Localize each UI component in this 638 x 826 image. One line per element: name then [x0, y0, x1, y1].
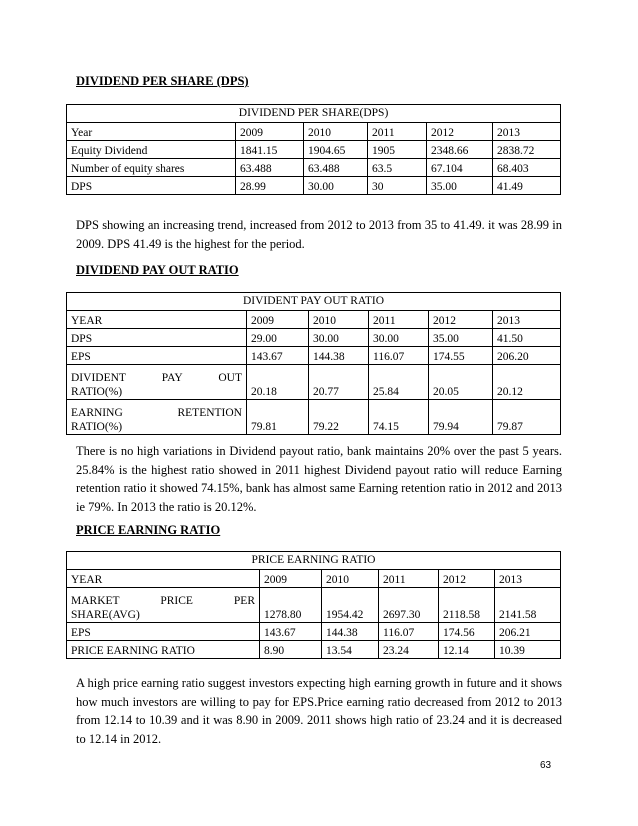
table-cell: 2838.72: [493, 141, 561, 159]
table-cell: 13.54: [322, 641, 379, 659]
pe-paragraph: A high price earning ratio suggest investors expecting high earning growth in future and it shows how much investors are willing to pay for EPS.Price earning ratio decreased from 2012 to 2013 from 12.14 to 10.39 and it was 8.90 in 2009. 2011 shows high ratio of 23.24 and it is decreased to 12.14 in 2012.: [76, 676, 562, 746]
table-cell: 30.00: [369, 329, 429, 347]
table-cell: 67.104: [427, 159, 493, 177]
table-cell: [67, 365, 247, 400]
table-cell: 2348.66: [427, 141, 493, 159]
row-label-line: DIVIDENT PAY OUT: [71, 372, 242, 384]
table-row: [67, 400, 561, 435]
row-label-line: SHARE(AVG): [71, 609, 140, 621]
dps-paragraph: DPS showing an increasing trend, increased from 2012 to 2013 from 35 to 41.49. it was 28.99 in 2009. DPS 41.49 is the highest for the period.: [76, 218, 562, 251]
table-cell: 206.20: [493, 347, 561, 365]
table-row: [67, 177, 561, 195]
table-cell: 41.49: [493, 177, 561, 195]
table-header-cell: 2012: [439, 570, 495, 588]
table-header-cell: 2012: [427, 123, 493, 141]
dps-heading: DIVIDEND PER SHARE (DPS): [76, 74, 249, 88]
table-header-cell: 2012: [429, 311, 493, 329]
table-header-cell: 2009: [236, 123, 304, 141]
table-row: [67, 623, 561, 641]
table-cell: 144.38: [309, 347, 369, 365]
table-cell: 206.21: [495, 623, 561, 641]
pe-table-header: [67, 570, 561, 588]
table-cell: 20.77: [309, 365, 369, 400]
table-header-cell: 2013: [495, 570, 561, 588]
table-cell: 28.99: [236, 177, 304, 195]
table-cell: 63.488: [304, 159, 368, 177]
row-label-line: RATIO(%): [71, 421, 123, 433]
table-cell: 41.50: [493, 329, 561, 347]
table-header-cell: 2011: [379, 570, 439, 588]
pe-table-caption: PRICE EARNING RATIO: [67, 552, 561, 570]
table-cell: 143.67: [260, 623, 322, 641]
table-cell: PRICE EARNING RATIO: [67, 641, 260, 659]
table-cell: 30.00: [304, 177, 368, 195]
table-cell: EPS: [67, 347, 247, 365]
table-row: [67, 329, 561, 347]
table-cell: DPS: [67, 177, 236, 195]
page-number: 63: [540, 760, 552, 771]
table-cell: 116.07: [369, 347, 429, 365]
table-row: [67, 159, 561, 177]
table-cell: 1954.42: [322, 588, 379, 623]
table-cell: 29.00: [247, 329, 309, 347]
table-cell: 79.81: [247, 400, 309, 435]
table-cell: 25.84: [369, 365, 429, 400]
payout-table: [66, 292, 561, 435]
row-label-line: EARNING RETENTION: [71, 407, 242, 419]
payout-paragraph: There is no high variations in Dividend payout ratio, bank maintains 20% over the past 5 years. 25.84% is the highest ratio showed in 2011 highest Dividend payout ratio will reduce Earning retention ratio it showed 74.15%, bank has almost same Earning retention ratio in 2012 and 2013 ie 79%. In 2013 the ratio is 20.12%.: [76, 444, 562, 514]
table-header-cell: 2010: [322, 570, 379, 588]
table-cell: 10.39: [495, 641, 561, 659]
table-cell: 2118.58: [439, 588, 495, 623]
table-cell: 12.14: [439, 641, 495, 659]
table-header-cell: 2009: [260, 570, 322, 588]
payout-heading: DIVIDEND PAY OUT RATIO: [76, 263, 239, 277]
table-header-cell: YEAR: [67, 570, 260, 588]
table-cell: 20.18: [247, 365, 309, 400]
table-cell: 68.403: [493, 159, 561, 177]
table-cell: 1905: [368, 141, 427, 159]
table-cell: 174.55: [429, 347, 493, 365]
table-cell: 20.05: [429, 365, 493, 400]
table-row: [67, 347, 561, 365]
table-cell: 1278.80: [260, 588, 322, 623]
table-cell: 2697.30: [379, 588, 439, 623]
table-header-cell: 2013: [493, 123, 561, 141]
table-cell: 2141.58: [495, 588, 561, 623]
payout-table-caption: DIVIDENT PAY OUT RATIO: [67, 293, 561, 311]
dps-table-header: [67, 123, 561, 141]
table-cell: [67, 588, 260, 623]
table-header-cell: 2011: [368, 123, 427, 141]
table-cell: [67, 400, 247, 435]
table-cell: 63.5: [368, 159, 427, 177]
table-cell: 1904.65: [304, 141, 368, 159]
table-row: [67, 141, 561, 159]
table-cell: 63.488: [236, 159, 304, 177]
table-cell: 35.00: [429, 329, 493, 347]
table-header-cell: 2009: [247, 311, 309, 329]
table-cell: 30: [368, 177, 427, 195]
table-cell: 74.15: [369, 400, 429, 435]
table-cell: 79.22: [309, 400, 369, 435]
table-cell: 20.12: [493, 365, 561, 400]
table-cell: 174.56: [439, 623, 495, 641]
table-cell: 79.87: [493, 400, 561, 435]
payout-table-header: [67, 311, 561, 329]
table-cell: Equity Dividend: [67, 141, 236, 159]
table-cell: 116.07: [379, 623, 439, 641]
dps-table-caption: DIVIDEND PER SHARE(DPS): [67, 105, 561, 123]
table-cell: 1841.15: [236, 141, 304, 159]
table-cell: DPS: [67, 329, 247, 347]
table-row: [67, 641, 561, 659]
table-cell: 144.38: [322, 623, 379, 641]
table-header-cell: 2011: [369, 311, 429, 329]
table-cell: 8.90: [260, 641, 322, 659]
table-cell: 23.24: [379, 641, 439, 659]
table-cell: 143.67: [247, 347, 309, 365]
pe-heading: PRICE EARNING RATIO: [76, 523, 221, 537]
table-header-cell: 2010: [304, 123, 368, 141]
table-cell: 35.00: [427, 177, 493, 195]
pe-table: [66, 551, 561, 659]
row-label-line: RATIO(%): [71, 386, 123, 398]
table-cell: 79.94: [429, 400, 493, 435]
table-cell: Number of equity shares: [67, 159, 236, 177]
table-cell: EPS: [67, 623, 260, 641]
table-header-cell: Year: [67, 123, 236, 141]
table-cell: 30.00: [309, 329, 369, 347]
dps-table: [66, 104, 561, 195]
table-header-cell: YEAR: [67, 311, 247, 329]
table-header-cell: 2010: [309, 311, 369, 329]
row-label-line: MARKET PRICE PER: [71, 595, 255, 607]
table-row: [67, 365, 561, 400]
table-header-cell: 2013: [493, 311, 561, 329]
table-row: [67, 588, 561, 623]
